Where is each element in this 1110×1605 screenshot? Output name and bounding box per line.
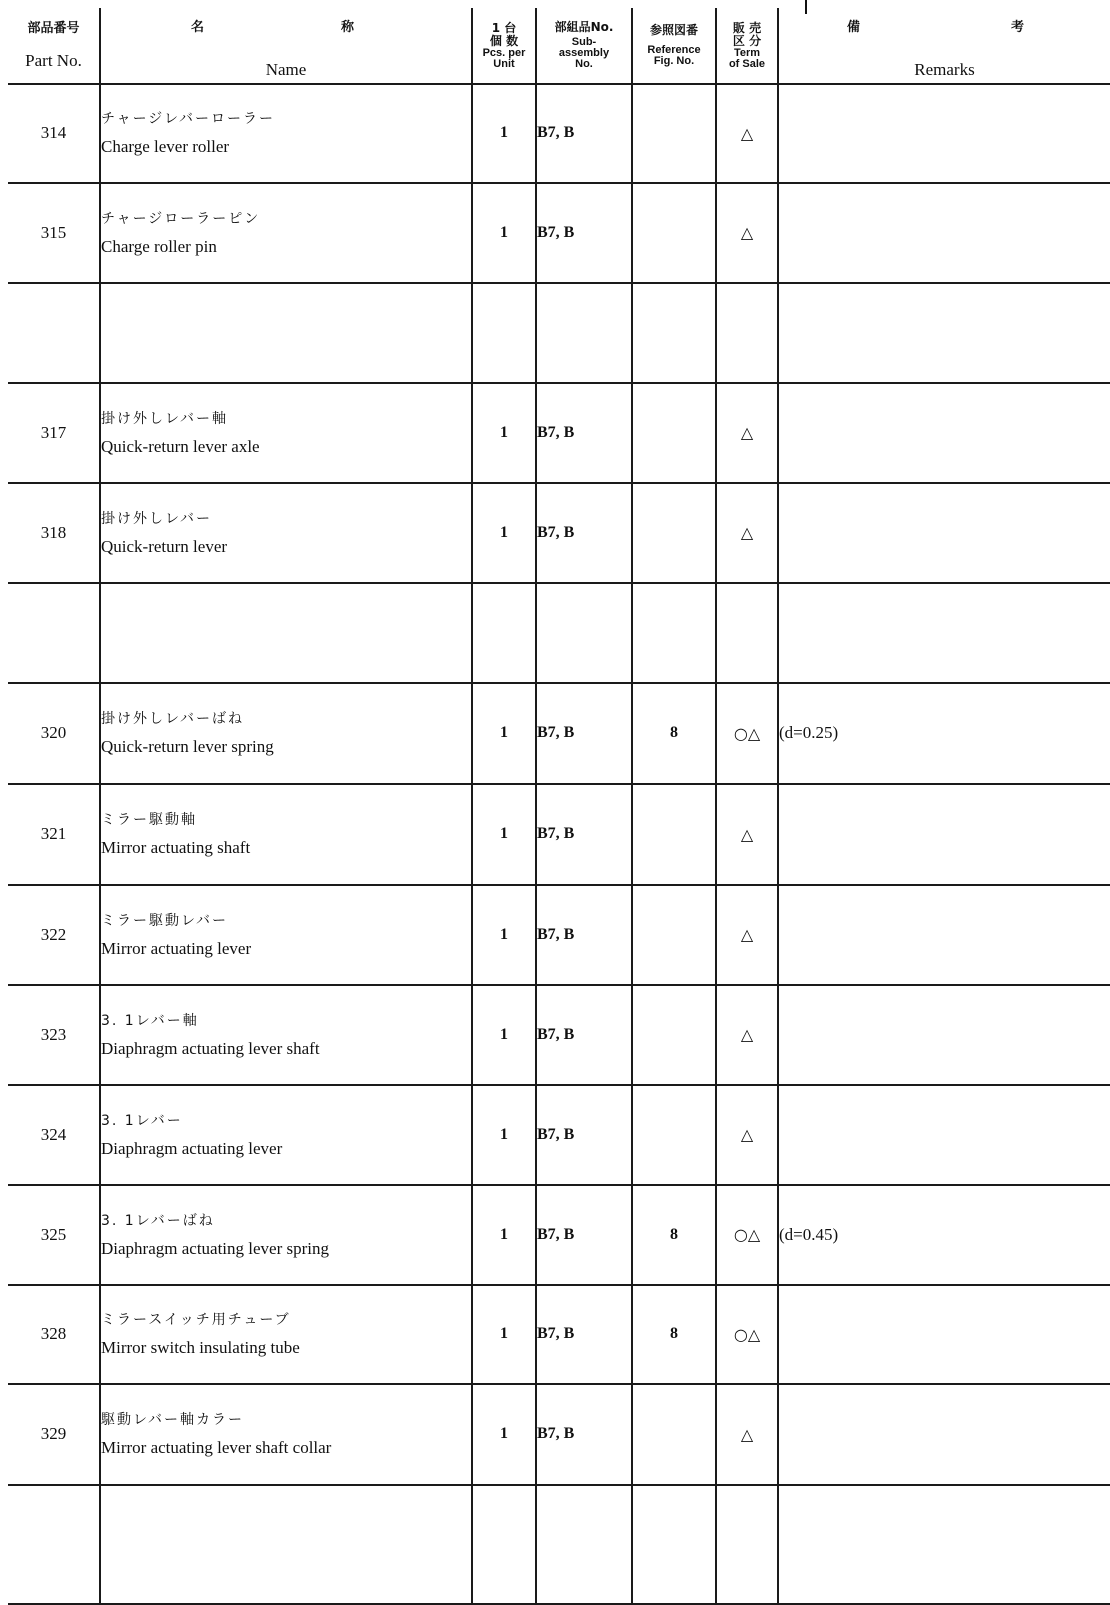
reference-fig-no bbox=[632, 183, 716, 283]
empty-row bbox=[8, 283, 1110, 383]
part-number: 320 bbox=[8, 683, 100, 784]
part-name-en: Diaphragm actuating lever bbox=[101, 1138, 283, 1158]
remarks bbox=[778, 383, 1110, 483]
reference-fig-no bbox=[632, 483, 716, 583]
subassembly-no bbox=[536, 283, 632, 383]
reference-fig-no bbox=[632, 283, 716, 383]
part-name-cell bbox=[100, 383, 472, 483]
subassembly-no: B7, B bbox=[536, 483, 632, 583]
pcs-per-unit: 1 bbox=[472, 683, 536, 784]
part-name-en: Quick-return lever bbox=[101, 536, 228, 556]
term-of-sale: △ bbox=[716, 383, 778, 483]
header-sub-en2: assembly bbox=[558, 47, 610, 59]
reference-fig-no: 8 bbox=[632, 1185, 716, 1285]
pcs-per-unit: 1 bbox=[472, 1285, 536, 1384]
part-name-jp: チャージレバーローラー bbox=[101, 111, 275, 128]
part-number: 315 bbox=[8, 183, 100, 283]
part-name-jp: ミラースイッチ用チューブ bbox=[101, 1312, 291, 1329]
part-number: 322 bbox=[8, 885, 100, 985]
remarks bbox=[778, 483, 1110, 583]
part-row bbox=[8, 483, 1110, 583]
remarks bbox=[778, 885, 1110, 985]
part-name-cell bbox=[100, 483, 472, 583]
remarks bbox=[778, 283, 1110, 383]
part-row bbox=[8, 1384, 1110, 1485]
part-row bbox=[8, 84, 1110, 183]
term-of-sale bbox=[716, 1485, 778, 1604]
part-name-jp: 掛け外しレバー bbox=[101, 510, 213, 527]
part-name-cell bbox=[100, 583, 472, 683]
header-remarks-jp-right: 考 bbox=[1011, 20, 1025, 35]
header-sub-en3: No. bbox=[575, 58, 593, 70]
part-name-en: Mirror actuating lever shaft collar bbox=[101, 1438, 332, 1458]
pcs-per-unit bbox=[472, 283, 536, 383]
subassembly-no: B7, B bbox=[536, 885, 632, 985]
part-number: 314 bbox=[8, 84, 100, 183]
term-of-sale: △ bbox=[716, 1085, 778, 1185]
part-name-cell bbox=[100, 683, 472, 784]
header-name-jp-left: 名 bbox=[191, 20, 205, 35]
pcs-per-unit: 1 bbox=[472, 483, 536, 583]
subassembly-no: B7, B bbox=[536, 1185, 632, 1285]
term-of-sale: ○△ bbox=[716, 683, 778, 784]
part-name-en: Diaphragm actuating lever shaft bbox=[101, 1038, 320, 1058]
part-name-cell bbox=[100, 1485, 472, 1604]
pcs-per-unit: 1 bbox=[472, 784, 536, 885]
remarks bbox=[778, 1485, 1110, 1604]
subassembly-no: B7, B bbox=[536, 784, 632, 885]
subassembly-no: B7, B bbox=[536, 1285, 632, 1384]
reference-fig-no bbox=[632, 784, 716, 885]
subassembly-no bbox=[536, 1485, 632, 1604]
part-name-jp: 3. 1レバーばね bbox=[101, 1212, 215, 1229]
remarks bbox=[778, 84, 1110, 183]
header-term-of-sale bbox=[716, 8, 778, 84]
pcs-per-unit: 1 bbox=[472, 1384, 536, 1485]
header-part-no bbox=[8, 8, 100, 84]
subassembly-no: B7, B bbox=[536, 985, 632, 1085]
part-number: 317 bbox=[8, 383, 100, 483]
header-remarks bbox=[778, 8, 1110, 84]
subassembly-no bbox=[536, 583, 632, 683]
header-name-jp-right: 称 bbox=[341, 20, 355, 35]
part-name-cell bbox=[100, 1384, 472, 1485]
part-name-cell bbox=[100, 885, 472, 985]
remarks bbox=[778, 784, 1110, 885]
header-pcs-en2: Unit bbox=[493, 57, 515, 70]
part-number: 328 bbox=[8, 1285, 100, 1384]
pcs-per-unit bbox=[472, 1485, 536, 1604]
part-row bbox=[8, 885, 1110, 985]
part-number: 329 bbox=[8, 1384, 100, 1485]
part-name-jp: 駆動レバー軸カラー bbox=[101, 1412, 245, 1429]
pcs-per-unit: 1 bbox=[472, 383, 536, 483]
term-of-sale: ○△ bbox=[716, 1285, 778, 1384]
empty-row bbox=[8, 1485, 1110, 1604]
reference-fig-no bbox=[632, 1384, 716, 1485]
header-remarks-jp-left: 備 bbox=[847, 20, 861, 35]
remarks bbox=[778, 1085, 1110, 1185]
reference-fig-no: 8 bbox=[632, 1285, 716, 1384]
part-number: 318 bbox=[8, 483, 100, 583]
term-of-sale: △ bbox=[716, 885, 778, 985]
part-name-cell bbox=[100, 784, 472, 885]
part-number bbox=[8, 1485, 100, 1604]
part-row bbox=[8, 383, 1110, 483]
header-ref-en2: Fig. No. bbox=[653, 55, 695, 67]
reference-fig-no: 8 bbox=[632, 683, 716, 784]
part-row bbox=[8, 1185, 1110, 1285]
term-of-sale: △ bbox=[716, 985, 778, 1085]
header-part-no-en: Part No. bbox=[25, 50, 82, 70]
reference-fig-no bbox=[632, 885, 716, 985]
part-name-en: Mirror actuating lever bbox=[101, 938, 252, 958]
subassembly-no: B7, B bbox=[536, 1384, 632, 1485]
part-name-jp: 掛け外しレバーばね bbox=[101, 711, 245, 728]
header-term-en1: Term bbox=[733, 46, 761, 59]
part-row bbox=[8, 1285, 1110, 1384]
part-name-en: Diaphragm actuating lever spring bbox=[101, 1238, 330, 1258]
reference-fig-no bbox=[632, 1485, 716, 1604]
term-of-sale: △ bbox=[716, 784, 778, 885]
part-name-jp: 3. 1レバー bbox=[101, 1112, 183, 1129]
reference-fig-no bbox=[632, 985, 716, 1085]
part-name-jp: 掛け外しレバー軸 bbox=[101, 410, 229, 427]
part-name-en: Mirror switch insulating tube bbox=[101, 1338, 300, 1358]
part-name-en: Charge roller pin bbox=[101, 236, 217, 256]
part-row bbox=[8, 985, 1110, 1085]
part-number: 321 bbox=[8, 784, 100, 885]
part-name-cell bbox=[100, 1285, 472, 1384]
term-of-sale: ○△ bbox=[716, 1185, 778, 1285]
part-row bbox=[8, 183, 1110, 283]
header-name-en: Name bbox=[265, 60, 307, 79]
header-term-en2: of Sale bbox=[728, 57, 766, 70]
term-of-sale bbox=[716, 583, 778, 683]
pcs-per-unit: 1 bbox=[472, 84, 536, 183]
pcs-per-unit: 1 bbox=[472, 1185, 536, 1285]
remarks bbox=[778, 183, 1110, 283]
part-row bbox=[8, 784, 1110, 885]
reference-fig-no bbox=[632, 383, 716, 483]
header-pcs-jp2: 個 数 bbox=[489, 33, 519, 48]
remarks bbox=[778, 583, 1110, 683]
term-of-sale: △ bbox=[716, 183, 778, 283]
pcs-per-unit: 1 bbox=[472, 183, 536, 283]
part-name-en: Quick-return lever spring bbox=[101, 737, 274, 757]
part-name-en: Charge lever roller bbox=[101, 137, 230, 157]
header-sub-jp: 部組品No. bbox=[554, 20, 614, 34]
header-term-jp1: 販 売 bbox=[732, 20, 762, 35]
part-name-cell bbox=[100, 183, 472, 283]
part-row bbox=[8, 1085, 1110, 1185]
part-name-jp: チャージローラーピン bbox=[101, 210, 261, 227]
parts-table bbox=[8, 8, 1110, 1605]
part-name-cell bbox=[100, 84, 472, 183]
header-pcs-en1: Pcs. per bbox=[482, 46, 526, 59]
reference-fig-no bbox=[632, 1085, 716, 1185]
pcs-per-unit: 1 bbox=[472, 985, 536, 1085]
term-of-sale bbox=[716, 283, 778, 383]
empty-row bbox=[8, 583, 1110, 683]
part-number: 323 bbox=[8, 985, 100, 1085]
term-of-sale: △ bbox=[716, 483, 778, 583]
remarks: (d=0.25) bbox=[778, 683, 1110, 784]
remarks: (d=0.45) bbox=[778, 1185, 1110, 1285]
part-name-cell bbox=[100, 1085, 472, 1185]
header-remarks-en: Remarks bbox=[914, 60, 975, 79]
reference-fig-no bbox=[632, 583, 716, 683]
part-number bbox=[8, 583, 100, 683]
header-part-no-jp: 部品番号 bbox=[27, 20, 80, 36]
reference-fig-no bbox=[632, 84, 716, 183]
part-number: 324 bbox=[8, 1085, 100, 1185]
header-ref-en1: Reference bbox=[647, 44, 701, 56]
part-number bbox=[8, 283, 100, 383]
part-name-jp: 3. 1レバー軸 bbox=[101, 1012, 199, 1029]
header-subassembly bbox=[536, 8, 632, 84]
subassembly-no: B7, B bbox=[536, 84, 632, 183]
part-name-cell bbox=[100, 1185, 472, 1285]
pcs-per-unit bbox=[472, 583, 536, 683]
part-name-en: Quick-return lever axle bbox=[101, 436, 260, 456]
header-term-jp2: 区 分 bbox=[732, 33, 762, 48]
remarks bbox=[778, 1384, 1110, 1485]
subassembly-no: B7, B bbox=[536, 383, 632, 483]
part-name-en: Mirror actuating shaft bbox=[101, 838, 251, 858]
header-name bbox=[100, 8, 472, 84]
remarks bbox=[778, 1285, 1110, 1384]
part-number: 325 bbox=[8, 1185, 100, 1285]
subassembly-no: B7, B bbox=[536, 183, 632, 283]
pcs-per-unit: 1 bbox=[472, 885, 536, 985]
part-name-jp: ミラー駆動レバー bbox=[101, 912, 229, 929]
header-row bbox=[8, 8, 1110, 84]
header-ref-jp: 参照図番 bbox=[649, 23, 698, 37]
part-row bbox=[8, 683, 1110, 784]
part-name-cell bbox=[100, 283, 472, 383]
pcs-per-unit: 1 bbox=[472, 1085, 536, 1185]
header-sub-en1: Sub- bbox=[571, 36, 597, 48]
part-name-jp: ミラー駆動軸 bbox=[101, 812, 197, 829]
header-pcs-jp1: 1 台 bbox=[491, 20, 517, 35]
term-of-sale: △ bbox=[716, 1384, 778, 1485]
header-pcs bbox=[472, 8, 536, 84]
subassembly-no: B7, B bbox=[536, 1085, 632, 1185]
header-reference bbox=[632, 8, 716, 84]
term-of-sale: △ bbox=[716, 84, 778, 183]
part-name-cell bbox=[100, 985, 472, 1085]
subassembly-no: B7, B bbox=[536, 683, 632, 784]
parts-table-body bbox=[8, 84, 1110, 1604]
remarks bbox=[778, 985, 1110, 1085]
